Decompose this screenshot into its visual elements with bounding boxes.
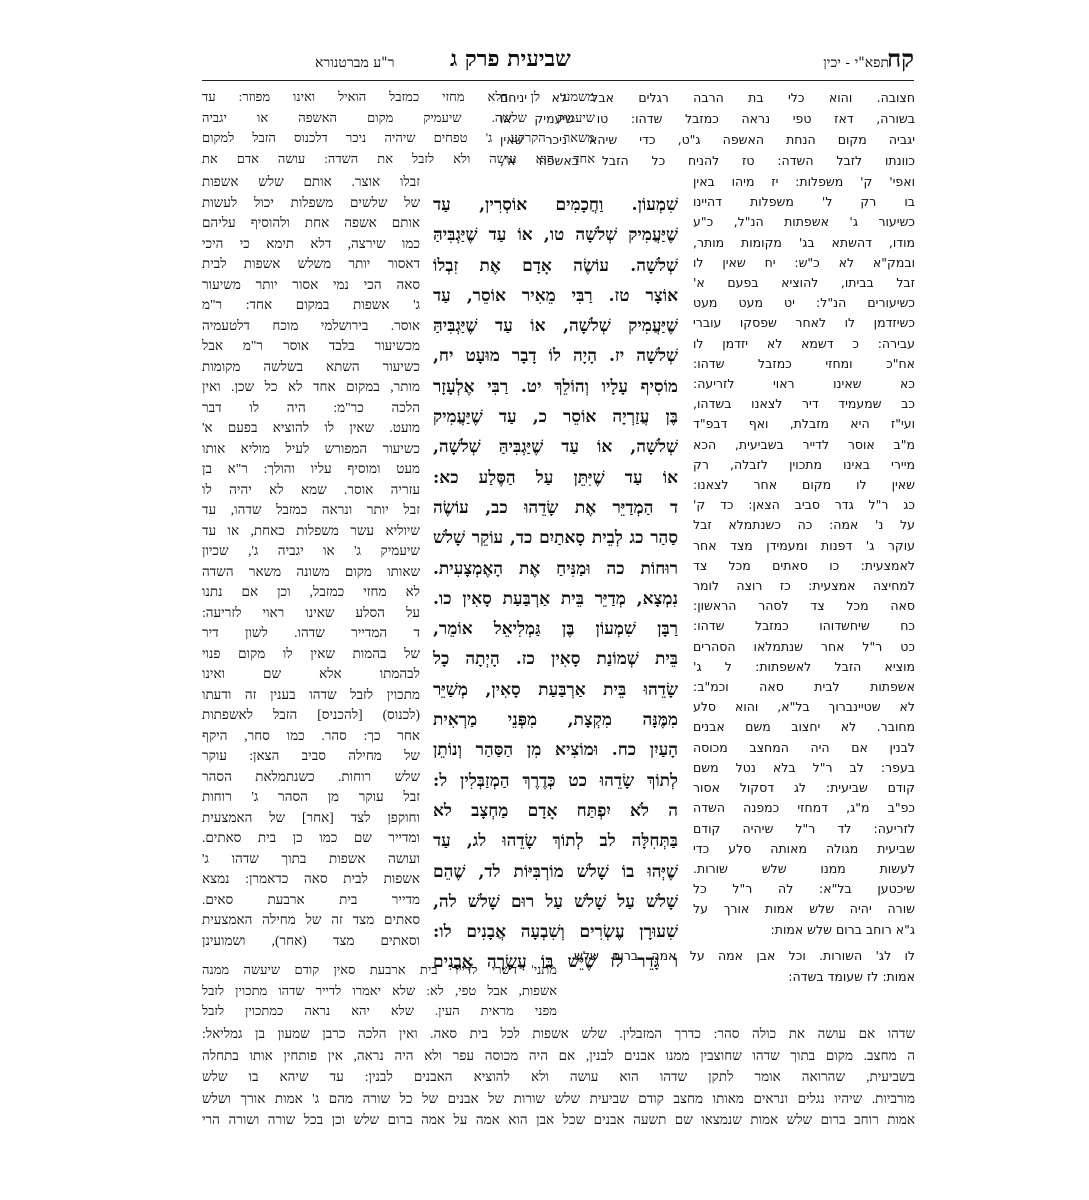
text-line: ג"א רוחב ברום שלש אמות: xyxy=(770,921,915,937)
text-line: לזריעה: לד ר"ל שיהיה קודם xyxy=(693,820,915,836)
text-line: ועושה אשפות בתוך שדהו ג' xyxy=(202,850,420,866)
text-line: שדהו אם עושה את כולה סהר: כדרך המזבלין. שלש אשפות לכל בית סאה. ואין הלכה כרבן שמעון בן גמליאל: xyxy=(202,1026,915,1041)
text-line: אשפות, אבל טפי, לא: שלא יאמרו לדייר שדהו מתכוין לזבל xyxy=(202,982,557,998)
text-line: לְתוֹךְ שָׂדֵהוּ כט כְּדֶרֶךְ הַמְזַבְּלִין ל: xyxy=(433,770,678,791)
bottom-right-commentary xyxy=(574,946,915,987)
text-line: מתני' דשרי לדייר בית ארבעת סאין קודם שיעשה ממנה xyxy=(202,962,557,977)
mishnah-text-column xyxy=(433,190,678,973)
text-line: רַבָּן שִׁמְעוֹן בֶּן גַּמְלִיאֵל אוֹמֵר, xyxy=(433,619,678,640)
text-line: מִמֶּנָּה מִקְצָת, מִפְּנֵי מַרְאִית xyxy=(433,710,678,731)
text-line: מדייר בית ארבעת סאים. xyxy=(202,891,420,907)
text-line: שלש רוחות. כשנתמלאת הסהר xyxy=(202,768,420,784)
text-line: משאר הקרקע ג' טפחים שיהיה ניכר דלכנוס הזבל למקום xyxy=(202,130,595,145)
text-line: בשביעית, שהרואה אומר לתקן שדהו הוא עושה ולא להוציא האבנים לבנין: עד שיהא בו שלש xyxy=(202,1069,915,1084)
text-line: ואפי' ק' משפלות: יז מיהו באין xyxy=(693,174,915,189)
text-line: ד המדייר שדהו. לשון דיר xyxy=(202,625,420,640)
text-line: כשיזדמן לו לאחר שפסקו עוברי xyxy=(693,315,915,331)
text-line: שֶׁיְּהוּ בוֹ שָׁלשׁ מוֹרְבִּיּוֹת לד, שֶׁהֵם xyxy=(433,861,678,882)
text-line: אמות: לז שעומד בשדה: xyxy=(788,968,915,984)
text-line: מפני מראית העין. שלא יהא נראה כמתכוין לזבל xyxy=(202,1003,557,1018)
text-line: סַהַר כג לְבֵית סָאתַיִם כד, עוֹקֵר שָׁלשׁ xyxy=(433,528,678,549)
full-width-commentary xyxy=(202,1023,915,1131)
text-line: שיוליא עשר משפלות כאחת, או עד xyxy=(202,522,420,538)
text-line: ה מחצב. מקום בתוך שדהו שחוצבין ממנו אבנים לבנין, אם היה מכוסה עפר ולא היה נראה, אין פותחין אותו בתחלה xyxy=(202,1047,915,1063)
text-line: אוֹצָר טז. רַבִּי מֵאִיר אוֹסֵר, עַד xyxy=(433,285,678,306)
text-line: שיעמיק ג' או יגביה ג', שכיון xyxy=(202,543,420,558)
text-line: כב שמעמיד דיר לצאנו בשדהו, xyxy=(693,396,915,412)
text-line: עזריה אוסר. שמא לא יהיה לו xyxy=(202,481,420,497)
text-line: ובמק"א לא כ"ש: יח שאין לו xyxy=(693,254,915,270)
text-line: לבנין אם היה המחצב מכוסה xyxy=(693,739,915,755)
text-line: מעט ומוסיף עליו והולך: ר"א בן xyxy=(202,461,420,476)
text-line: שָׂדֵהוּ בֵּית אַרְבַּעַת סָאִין, מְשַׁיֵּר xyxy=(433,679,678,700)
text-line: קודם שביעית: לג דסקול אסור xyxy=(693,780,915,796)
commentary-label-right: תפא"י - יכין xyxy=(823,55,889,71)
text-line: סאה הכי נמי אסור יותר משיעור xyxy=(202,276,420,292)
text-line: כח שיחשדוהו כמזבל שדהו: xyxy=(693,618,915,634)
text-line: אוסר. בירושלמי מוכח דלטעמיה xyxy=(202,317,420,333)
text-line: כט ר"ל אחר שנתמלאו הסהרים xyxy=(693,638,915,654)
text-line: יגביה מקום הנחת האשפה ג"ט, כדי שיהא ניכר שאין xyxy=(500,132,915,147)
text-line: בֵּית שְׁמוֹנַת סָאִין כז. הָיְתָה כָל xyxy=(433,649,678,670)
text-line: משמע לן דלא מחזי כמזבל הואיל ואינו מפוזר: עד xyxy=(202,89,595,104)
text-line: ה לֹא יִפְתַּח אָדָם מַחְצָב לא xyxy=(433,800,678,821)
text-line: שורה יהיה שלש אמות אורך על xyxy=(693,901,915,917)
text-line: כשיעורים הנ"ל: יט מעט מעט xyxy=(693,295,915,311)
text-line: כשיעור ג' אשפתות הנ"ל, כ"ע xyxy=(693,214,915,230)
text-line: בַּתְּחִלָּה לב לְתוֹךְ שָׂדֵהוּ לג, עַד xyxy=(433,831,678,852)
text-line: אוֹ עַד שֶׁיִּתֵּן עַל הַסֶּלַע כא: xyxy=(433,467,678,488)
text-line: שאותו מקום משונה משאר השדה xyxy=(202,563,420,579)
text-line: שִׁעוּרָן עֶשְׂרִים וְשִׁבְעָה אֲבָנִים לו: xyxy=(433,922,678,943)
text-line: שאין לו מקום אחר לצאנו: xyxy=(693,477,915,493)
text-line: שיעמיק שלשה. שיעמיק מקום האשפה או יגביה xyxy=(202,109,595,125)
text-line: על הסלע שאינו ראוי לזריעה: xyxy=(202,604,420,620)
text-line: למחיצה אמצעית: כז רוצה לומר xyxy=(693,578,915,594)
text-line: בו רק ל' משפלות דהיינו xyxy=(693,194,915,210)
text-line: של שלשים משפלות יכול לעשות xyxy=(202,194,420,210)
text-line: וסאתים מצד (אחר), ושמועינן xyxy=(202,932,420,948)
text-line: מועט. שאין לו להוציא בפעם א' xyxy=(202,420,420,435)
text-line: סאה מכל צד לסהר הראשון: xyxy=(693,598,915,614)
text-line: כמו שירצה, דלא תימא כי היכי xyxy=(202,235,420,251)
text-line: מותר, במקום אחד לא כל שכן. ואין xyxy=(202,379,420,394)
text-line: על נ' אמה: כה כשנתמלא זבל xyxy=(693,517,915,533)
text-line: הלכה כר"מ: היה לו דבר xyxy=(202,399,420,415)
text-line: כג ר"ל גדר סביב הצאן: כד ק' xyxy=(693,497,915,513)
text-line: לעשות ממנו שלש שורות. xyxy=(693,860,915,876)
text-line: לאמצעית: כו סאתים מכל צד xyxy=(693,557,915,573)
text-line: ומדייר שם כמו כן בית סאתים. xyxy=(202,830,420,845)
text-line: כשיעור השתא בשלשה מקומות xyxy=(202,358,420,374)
text-line: שיכטען בל"א: לה ר"ל כל xyxy=(693,881,915,897)
text-line: זבל יותר ונראה כמזבל שדהו, עד xyxy=(202,502,420,517)
text-line: לא מחזי כמזבל, וכן אם נתנו xyxy=(202,584,420,599)
text-line: שָׁלשׁ עַל שָׁלשׁ עַל רוּם שָׁלשׁ לה, xyxy=(433,891,678,912)
text-line: אשפות לבית סאה כדאמרן: נמצא xyxy=(202,871,420,886)
commentary-label-left: ר"ע מברטנורא xyxy=(315,55,395,71)
text-line: עוקר ג' דפנות ומעמידן מצד אחר xyxy=(693,537,915,553)
right-commentary-column xyxy=(693,172,915,982)
text-line: של מחילה סביב הצאן: עוקר xyxy=(202,748,420,763)
text-line: לבהמתו אלא שם ואינו xyxy=(202,666,420,681)
text-line: ו גָּדֵר לז שֶׁיֵּשׁ בּוֹ עֲשָׂרָה אֲבָנִים xyxy=(433,952,678,973)
text-line: מ"ב אוסר לדייר בשביעית, הכא xyxy=(693,436,915,452)
text-line: שביעית מגולה מאותה סלע כדי xyxy=(693,840,915,856)
text-line: מחובר. לא יחצוב משם אבנים xyxy=(693,719,915,735)
text-line: אותם אשפה אחת ולהוסיף עליהם xyxy=(202,215,420,230)
text-line: לו לג' השורות. וכל אבן אמה על אמה ברום שלש xyxy=(574,948,915,963)
text-line: עבירה: כ דשמא לא יזדמן לו xyxy=(693,335,915,351)
text-line: הָעַיִן כח. וּמוֹצִיא מִן הַסַּהַר וְנוֹתֵן xyxy=(433,740,678,761)
text-line: ד הַמְדַיֵּר אֶת שָׂדֵהוּ כב, עוֹשֶׂה xyxy=(433,497,678,518)
text-line: מכשיעור בלבד אוסר ר"מ אבל xyxy=(202,338,420,353)
text-line: שִׁמְעוֹן. וַחֲכָמִים אוֹסְרִין, עַד xyxy=(433,195,678,215)
text-line: אשפתות לבית סאה וכמ"ב: xyxy=(693,679,915,695)
text-line: ועי"ז היא מזבלת, ואף דבפ"ד xyxy=(693,416,915,432)
text-line: לא שטיינברוך בל"א, והוא סלע xyxy=(693,699,915,715)
text-line: שֶׁיַּעֲמִיק שְׁלשָׁה טו, אוֹ עַד שֶׁיַּגְבִּיהַּ xyxy=(433,225,678,246)
text-line: מורביות. שיהיו נגלים ונראים מאותו מחצב קודם שביעית שלש שורות של אבנים של כל שורה מהם ג' אמות אורך ושלש xyxy=(202,1090,915,1106)
text-line: חצובה. והוא כלי בת הרבה רגלים אבל לא יניחם xyxy=(500,90,915,105)
text-line: כא שאינו ראוי לזריעה: xyxy=(693,376,915,392)
bottom-left-commentary xyxy=(202,960,557,1022)
text-line: זבל בביתו, להוציא בפעם א' xyxy=(693,275,915,291)
text-line: בֶּן עֲזַרְיָה אוֹסֵר כ, עַד שֶׁיַּעֲמִיק xyxy=(433,407,678,428)
page-number: קח xyxy=(886,44,914,73)
text-line: בעפר: לב ר"ל בלא נטל משם xyxy=(693,759,915,775)
text-line: סאתים מצד זה של מחילה האמצעית xyxy=(202,912,420,927)
text-line: דאסור יותר משלש אשפות לבית xyxy=(202,256,420,271)
text-line: אחר כך: סהר. כמו סחר, היקף xyxy=(202,727,420,743)
text-line: כשיעור המפורש לעיל מוליא אותו xyxy=(202,440,420,456)
text-line: זבלו אוצר. אותם שלש אשפות xyxy=(202,174,420,189)
text-line: בשורה, דאז טפי נראה כמזבל שדהו: טו שיעמיק או xyxy=(500,111,915,126)
text-line: שֶׁיַּעֲמִיק שְׁלשָׁה, אוֹ עַד שֶׁיַּגְבִּיהַּ xyxy=(433,316,678,337)
text-line: מיירי באינו מתכוין לזבלה, רק xyxy=(693,456,915,472)
text-line: ג' אשפות במקום אחד: ר"מ xyxy=(202,297,420,312)
text-line: שְׁלשָׁה יז. הָיָה לוֹ דָבָר מוּעָט יח, xyxy=(433,346,678,367)
text-line: אח"כ ומחזי כמזבל שדהו: xyxy=(693,355,915,371)
text-line: שְׁלשָׁה. עוֹשֶׂה אָדָם אֶת זִבְלוֹ xyxy=(433,255,678,276)
text-line: מוֹסִיף עָלָיו וְהוֹלֵךְ יט. רַבִּי אֶלְעָזָר xyxy=(433,376,678,397)
text-line: נִמְצָא, מְדַיֵּר בֵּית אַרְבַּעַת סָאִין כו. xyxy=(433,588,678,609)
text-line: וחוקפן לצד [אחר] של האמצעית xyxy=(202,809,420,825)
text-line: כוונתו לזבל השדה: טז להניח כל הזבל באשפה א', xyxy=(500,153,915,168)
header-rule xyxy=(202,80,914,81)
tractate-chapter-title: שביעית פרק ג xyxy=(450,46,571,72)
top-left-commentary xyxy=(202,87,595,169)
text-line: זבל עוקר מן הסהר ג' רוחות xyxy=(202,789,420,804)
text-line: רוּחוֹת כה וּמַנִּיחַ אֶת הָאֶמְצָעִית. xyxy=(433,558,678,579)
text-line: מתכוין לזבל שדהו בענין זה ודעתו xyxy=(202,686,420,702)
left-commentary-column xyxy=(202,172,420,952)
text-line: שְׁלשָׁה, אוֹ עַד שֶׁיַּגְבִּיהַּ שְׁלשָׁה, xyxy=(433,437,678,458)
text-line: מודו, דהשתא בג' מקומות מותר, xyxy=(693,234,915,250)
text-line: מוציא הזבל לאשפתות: ל ג' xyxy=(693,658,915,674)
text-line: של בהמות שאין לו מקום פנוי xyxy=(202,645,420,661)
text-line: אחד הוא עושה ולא לזבל את השדה: עושה אדם את xyxy=(202,150,595,166)
text-line: אמות רוחב ברום שלש אמות שנמצאו שם תשעה אבנים שכל אבן הוא אמה על אמה ברום שלש וכן בכל שורה ושורה הרי xyxy=(202,1112,915,1127)
text-line: (לכנוס) [להכניס] הזבל לאשפתות xyxy=(202,707,420,722)
text-line: כפ"ב מ"ג, דמחזי כמפנה השדה xyxy=(693,800,915,816)
